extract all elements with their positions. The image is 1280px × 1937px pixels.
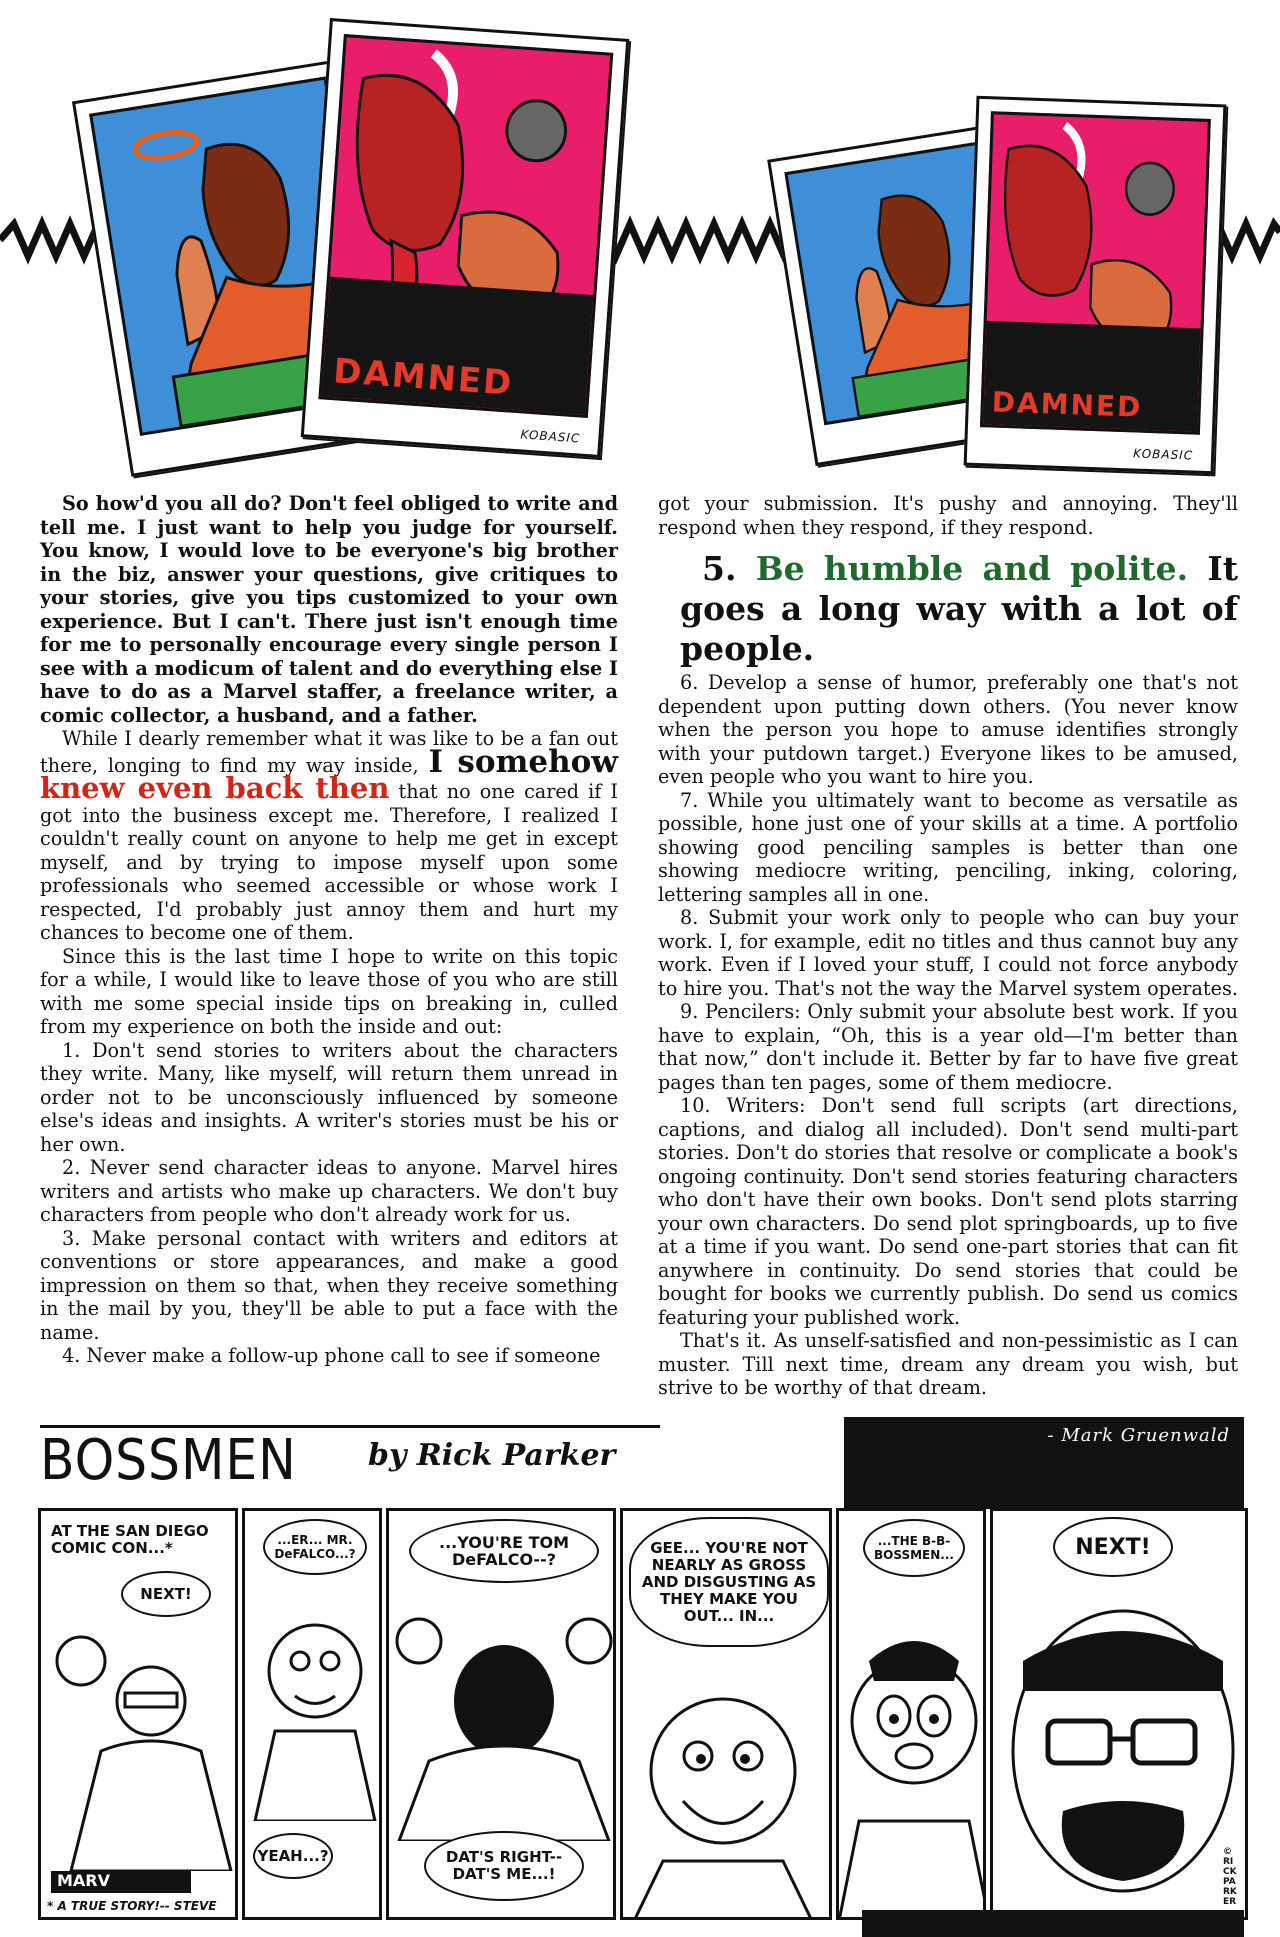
footer-black-bar bbox=[862, 1910, 1244, 1937]
fan-sweating-drawing bbox=[839, 1591, 986, 1920]
closing-paragraph: That's it. As unself-satisfied and non-pessimistic as I can muster. Till next time, dream any dream you wish, but strive to be worthy of that dream. bbox=[658, 1329, 1238, 1399]
damned-caption-small: DAMNED bbox=[991, 385, 1143, 424]
defalco-closeup-drawing bbox=[993, 1581, 1248, 1920]
fan-crowd-drawing bbox=[41, 1621, 238, 1871]
artist-signature: KOBASIC bbox=[519, 427, 581, 446]
comic-panel-1 bbox=[38, 1508, 238, 1920]
devil-card bbox=[301, 18, 630, 458]
tip-9: 9. Pencilers: Only submit your absolute best work. If you have to explain, “Oh, this is a year old—I'm better than that now,” don't include it. Better by far to have five great pages than ten pages, some of them mediocre. bbox=[658, 1000, 1238, 1094]
comic-panel-4 bbox=[620, 1508, 832, 1920]
comic-panel-2 bbox=[242, 1508, 382, 1920]
fan-smiling-drawing bbox=[623, 1661, 832, 1920]
fan-character-drawing bbox=[245, 1601, 382, 1821]
speech-bubble-reply: YEAH...? bbox=[253, 1833, 333, 1879]
speech-bubble: GEE... YOU'RE NOT NEARLY AS GROSS AND DISGUSTING AS THEY MAKE YOU OUT... IN... bbox=[629, 1517, 829, 1647]
tip-8: 8. Submit your work only to people who can buy your work. I, for example, edit no titles and thus cannot buy any work. Even if I loved your stuff, I could not force anybody to hire you. That's not the way the Marvel system operates. bbox=[658, 906, 1238, 1000]
tip-4-start: 4. Never make a follow-up phone call to see if someone bbox=[62, 1344, 601, 1367]
speech-bubble-reply: DAT'S RIGHT-- DAT'S ME...! bbox=[424, 1831, 584, 1901]
author-signature: - Mark Gruenwald bbox=[1047, 1425, 1230, 1446]
speech-bubble: ...THE B-B- BOSSMEN... bbox=[863, 1519, 965, 1577]
tip-5-headline: 5. Be humble and polite. It goes a long way with a lot of people. bbox=[680, 549, 1238, 668]
artist-signature-small: KOBASIC bbox=[1132, 446, 1194, 463]
speech-bubble: NEXT! bbox=[121, 1571, 211, 1617]
header-illustration-right bbox=[790, 100, 1280, 480]
speech-bubble: ...ER... MR. DeFALCO...? bbox=[263, 1519, 367, 1575]
comic-strip bbox=[38, 1508, 1248, 1928]
comic-panel-5 bbox=[836, 1508, 986, 1920]
tip-1: 1. Don't send stories to writers about the characters they write. Many, like myself, will return them unread in order not to be unconsciously influenced by someone else's ideas and insights. A writer's stories must be his or her own. bbox=[40, 1038, 618, 1156]
marvel-booth-sign: MARV bbox=[51, 1871, 191, 1893]
tip-4-end: got your submission. It's pushy and annoying. They'll respond when they respond, if they respond. bbox=[658, 492, 1238, 539]
header-illustration-left bbox=[100, 18, 610, 473]
tip-2: 2. Never send character ideas to anyone. Marvel hires writers and artists who make up characters. We don't buy characters from people who don't already work for us. bbox=[40, 1156, 618, 1226]
devil-card-small bbox=[964, 96, 1227, 474]
tip-10: 10. Writers: Don't send full scripts (art directions, captions, and dialog all included). Don't send multi-part stories. Don't do stories that resolve or complicate a book's ongoing continuity. Don't send stories featuring characters who don't have their own books. Don't send plots starring your own characters. Do send plot springboards, up to five at a time if you want. Do send one-part stories that can fit anywhere in continuity. Do send stories that could be bought for books we currently publish. Do send us comics featuring your published work. bbox=[658, 1094, 1238, 1329]
tip-6: 6. Develop a sense of humor, preferably one that's not dependent upon putting down others. (You never know when the person you hope to amuse identifies strongly with your putdown target.) Everyone likes to be amused, even people who you want to hire you. bbox=[658, 671, 1238, 788]
pull-quote-red: knew even back then bbox=[40, 771, 390, 805]
damned-caption: DAMNED bbox=[331, 351, 515, 404]
pull-quote-big: I somehow bbox=[428, 743, 618, 780]
article-column-right bbox=[658, 492, 1238, 1400]
tip-7: 7. While you ultimately want to become as versatile as possible, hone just one of your skills at a time. A portfolio showing good penciling samples is better than one showing mediocre writing, penciling, inking, coloring, lettering samples all in one. bbox=[658, 788, 1238, 906]
paragraph-intro: So how'd you all do? Don't feel obliged to write and tell me. I just want to help you judge for yourself. You know, I would love to be everyone's big brother in the biz, answer your questions, give critiques to your stories, give you tips customized to your own experience. But I can't. There just isn't enough time for me to personally encourage every single person I see with a modicum of talent and do everything else I have to do as a Marvel staffer, a freelance writer, a comic collector, a husband, and a father. bbox=[40, 492, 618, 727]
comic-byline: by Rick Parker bbox=[368, 1438, 616, 1473]
comic-panel-3 bbox=[386, 1508, 616, 1920]
panel-footnote: * A TRUE STORY!-- STEVE bbox=[47, 1899, 217, 1913]
article-column-left bbox=[40, 492, 618, 1368]
comic-panel-6 bbox=[990, 1508, 1248, 1920]
defalco-back-drawing bbox=[389, 1591, 616, 1841]
speech-bubble: NEXT! bbox=[1053, 1517, 1173, 1577]
cartoonist-signature: © RICK PARKER bbox=[1223, 1847, 1237, 1907]
paragraph-tips-intro: Since this is the last time I hope to write on this topic for a while, I would like to leave those of you who are still with me some special inside tips on breaking in, culled from my experience on both the inside and out: bbox=[40, 944, 618, 1038]
devil-figure-small bbox=[983, 114, 1208, 431]
tip-3: 3. Make personal contact with writers and editors at conventions or store appearances, and make a good impression on them so that, when they receive something in the mail by you, they'll be able to put a face with the name. bbox=[40, 1226, 618, 1344]
panel-caption: AT THE SAN DIEGO COMIC CON...* bbox=[51, 1522, 209, 1557]
speech-bubble: ...YOU'RE TOM DeFALCO--? bbox=[409, 1519, 599, 1583]
comic-title: BOSSMEN bbox=[40, 1428, 297, 1493]
paragraph-fan: While I dearly remember what it was like to be a fan out there, longing to find my way inside, I somehow knew even back then that no one cared if I got into the business except me. Therefore, I realized I couldn't really count on anyone to help me get in except myself, and by trying to impose myself upon some professionals who seemed accessible or whose work I respected, I'd probably just annoy them and hurt my chances to become one of them. bbox=[40, 727, 618, 944]
